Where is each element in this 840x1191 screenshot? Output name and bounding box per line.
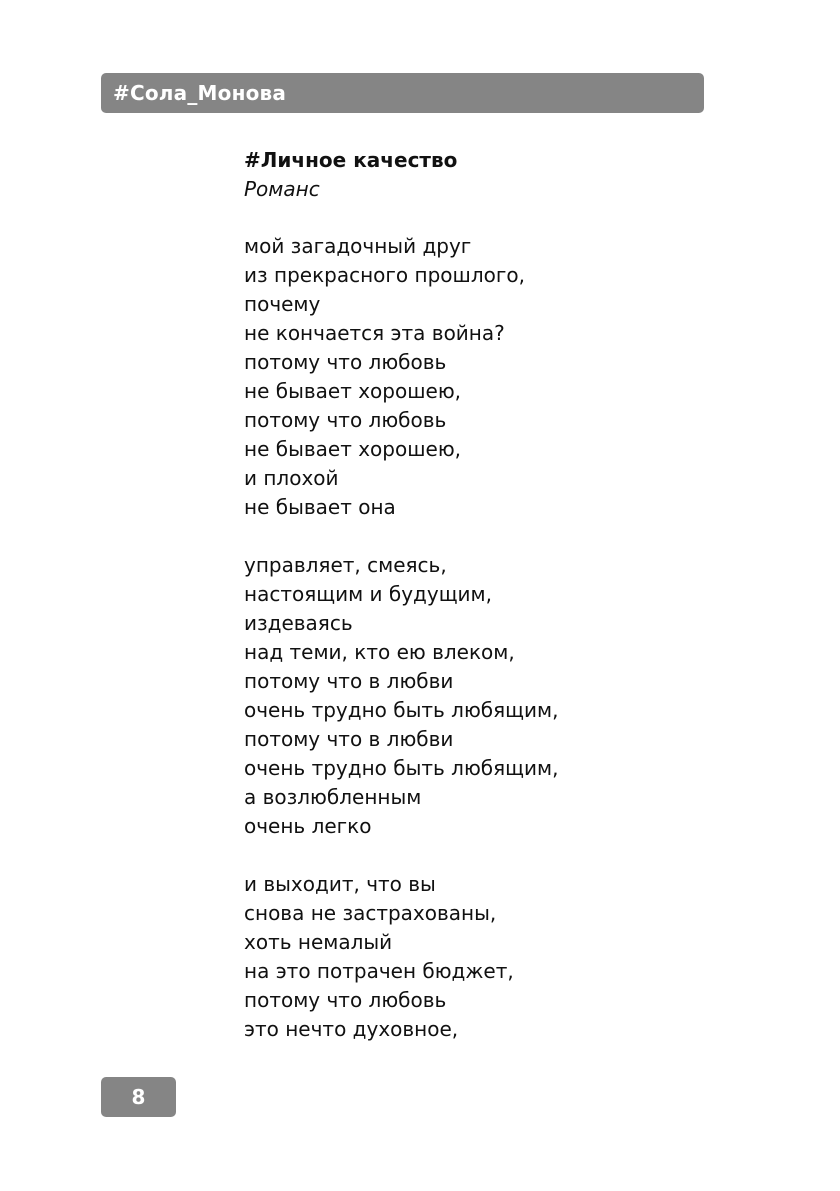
poem-title: #Личное качество: [244, 148, 458, 172]
stanza: [244, 870, 744, 1044]
poem-line: не бывает она: [244, 495, 396, 519]
header-bar: [101, 73, 704, 113]
poem-subtitle: Романс: [244, 177, 320, 201]
poem-line: на это потрачен бюджет,: [244, 959, 514, 983]
poem-line: хоть немалый: [244, 930, 393, 954]
poem-line: управляет, смеясь,: [244, 553, 447, 577]
poem: [244, 146, 744, 1073]
poem-line: не бывает хорошею,: [244, 379, 462, 403]
poem-line: потому что в любви: [244, 669, 454, 693]
poem-line: над теми, кто ею влеком,: [244, 640, 515, 664]
poem-line: настоящим и будущим,: [244, 582, 492, 606]
poem-line: это нечто духовное,: [244, 1017, 459, 1041]
poem-line: потому что любовь: [244, 988, 447, 1012]
poem-line: не кончается эта война?: [244, 321, 505, 345]
poem-line: издеваясь: [244, 611, 353, 635]
poem-line: очень трудно быть любящим,: [244, 756, 559, 780]
poem-line: из прекрасного прошлого,: [244, 263, 525, 287]
stanza: [244, 551, 744, 841]
page-number-badge: [101, 1077, 176, 1117]
poem-line: потому что в любви: [244, 727, 454, 751]
poem-line: а возлюбленным: [244, 785, 422, 809]
poem-line: не бывает хорошею,: [244, 437, 462, 461]
poem-line: мой загадочный друг: [244, 234, 472, 258]
poem-line: очень легко: [244, 814, 372, 838]
poem-line: очень трудно быть любящим,: [244, 698, 559, 722]
poem-body: [244, 232, 744, 1044]
poem-line: и выходит, что вы: [244, 872, 436, 896]
author-hashtag: #Сола_Монова: [113, 81, 287, 105]
poem-line: потому что любовь: [244, 350, 447, 374]
poem-line: и плохой: [244, 466, 339, 490]
page-number: 8: [131, 1085, 146, 1109]
stanza: [244, 232, 744, 522]
poem-line: потому что любовь: [244, 408, 447, 432]
poem-line: снова не застрахованы,: [244, 901, 497, 925]
poem-line: почему: [244, 292, 321, 316]
